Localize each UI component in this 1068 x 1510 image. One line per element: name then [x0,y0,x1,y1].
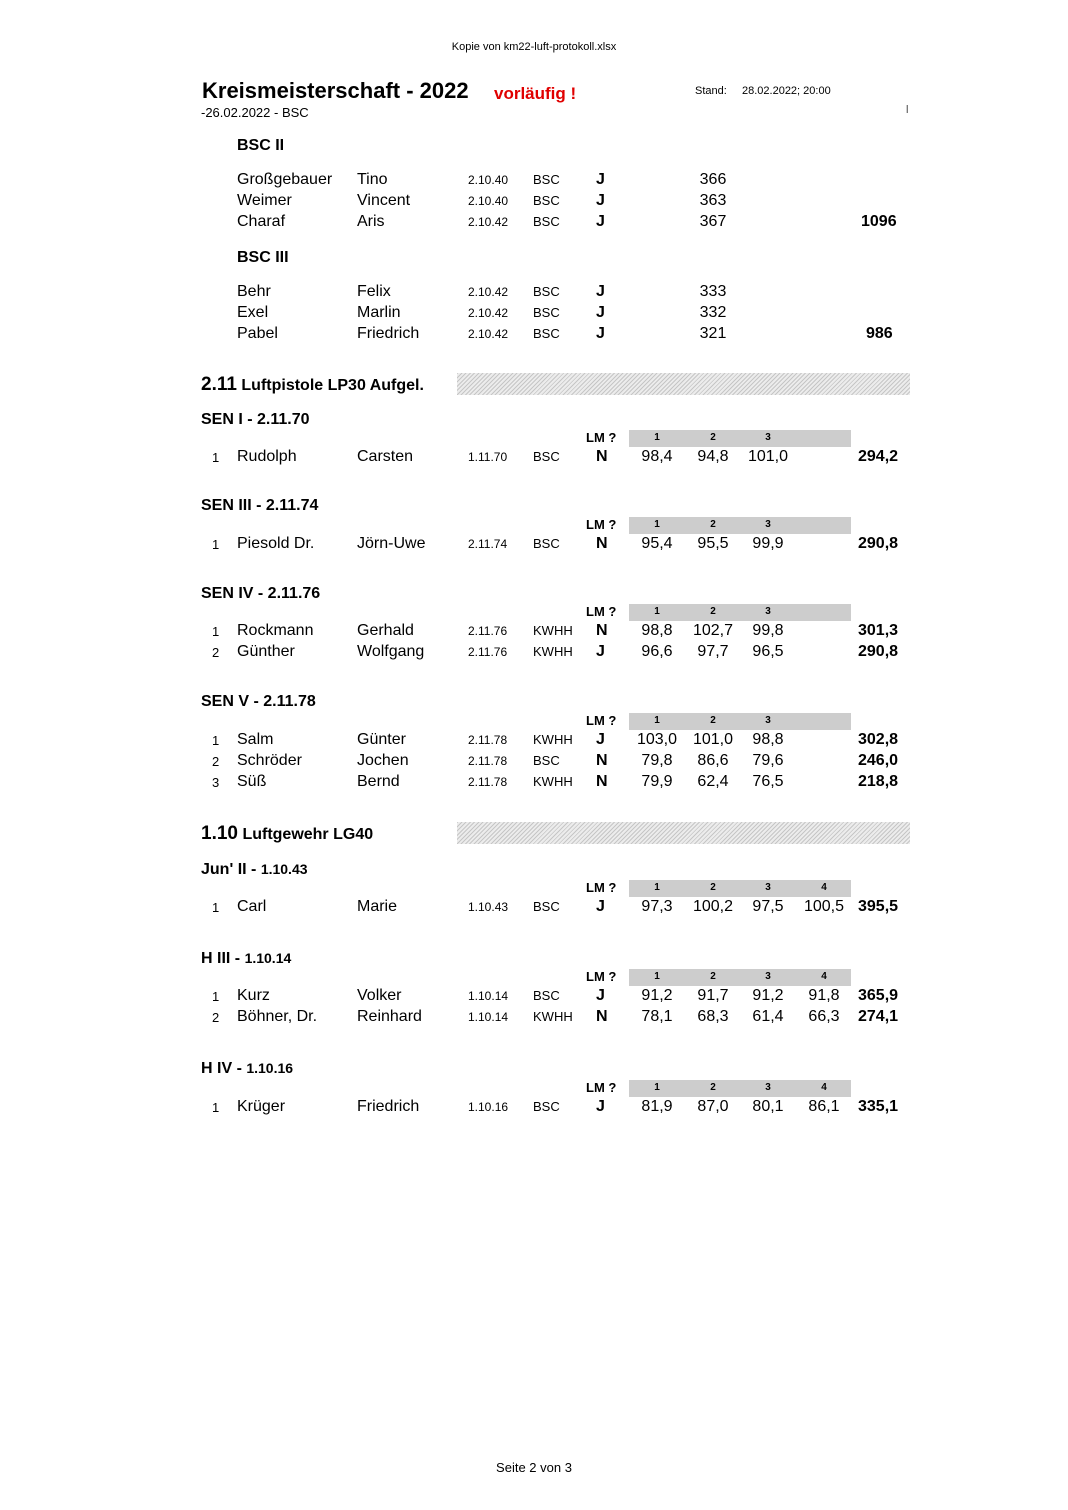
last-name: Schröder [237,752,302,769]
result-row [0,535,1068,556]
section-hatch-bar [457,373,910,395]
class-code: 2.11.78 [468,775,508,789]
last-name: Piesold Dr. [237,535,315,552]
series-number: 1 [654,882,660,893]
class-code: 2.10.40 [468,194,509,208]
team-member-row [0,192,1068,213]
class-heading: SEN III - 2.11.74 [201,497,319,514]
last-name: Carl [237,898,267,915]
series-score: 102,7 [692,622,734,639]
lm-label: LM ? [586,1080,617,1095]
lm-label: LM ? [586,713,617,728]
page-footer: Seite 2 von 3 [496,1460,572,1475]
class-code: 2.10.42 [468,285,509,299]
series-score: 79,8 [641,752,673,769]
last-name: Weimer [237,192,292,209]
lm-flag: J [596,987,605,1004]
result-row [0,773,1068,794]
series-header-bar [629,1080,851,1097]
series-header [0,517,1068,534]
series-number: 4 [821,882,827,893]
lm-label: LM ? [586,880,617,895]
first-name: Tino [357,171,388,188]
last-name: Salm [237,731,274,748]
series-header [0,430,1068,447]
class-title: H IV - [201,1060,247,1077]
series-score: 101,0 [747,448,789,465]
lm-flag: N [596,448,608,465]
team-member-row [0,325,1068,346]
club: BSC [533,1099,560,1114]
last-name: Charaf [237,213,286,230]
series-score: 86,6 [697,752,729,769]
last-name: Rudolph [237,448,297,465]
series-number: 3 [765,882,771,893]
lm-flag: N [596,752,608,769]
club: BSC [533,326,560,341]
club: KWHH [533,732,573,747]
class-title: H III - [201,950,245,967]
first-name: Felix [357,283,391,300]
rank: 2 [212,754,220,769]
section-number: 1.10 [201,823,238,844]
team-total: 986 [866,325,893,342]
result-row [0,1098,1068,1119]
series-score: 100,2 [692,898,734,915]
series-score: 97,3 [641,898,673,915]
section-hatch-bar [457,822,910,844]
series-number: 2 [710,1082,716,1093]
series-number: 1 [654,432,660,443]
result-row [0,622,1068,643]
result-row [0,731,1068,752]
team-member-row [0,171,1068,192]
class-code: 2.10.42 [468,327,509,341]
series-score: 79,6 [752,752,784,769]
total-score: 246,0 [858,752,899,769]
last-name: Böhner, Dr. [237,1008,318,1025]
club: BSC [533,753,560,768]
class-heading [201,950,291,968]
series-number: 3 [765,432,771,443]
rank: 3 [212,775,220,790]
series-number: 4 [821,1082,827,1093]
class-code: 2.11.74 [468,537,508,551]
rank: 1 [212,989,220,1004]
series-number: 2 [710,882,716,893]
last-name: Süß [237,773,267,790]
total-score: 218,8 [858,773,899,790]
series-score: 98,8 [752,731,784,748]
member-score: 321 [699,325,727,342]
series-score: 96,5 [752,643,784,660]
stray-mark: l [906,104,909,116]
total-score: 395,5 [858,898,899,915]
series-score: 87,0 [697,1098,729,1115]
series-score: 101,0 [692,731,734,748]
document-filename: Kopie von km22-luft-protokoll.xlsx [451,41,617,53]
series-score: 91,2 [641,987,673,1004]
lm-flag: J [596,898,605,915]
series-score: 66,3 [808,1008,840,1025]
first-name: Reinhard [357,1008,422,1025]
club: KWHH [533,623,573,638]
last-name: Exel [237,304,269,321]
club: BSC [533,449,560,464]
class-code: 1.10.14 [468,989,509,1003]
series-number: 1 [654,1082,660,1093]
member-score: 366 [699,171,727,188]
stand-timestamp: 28.02.2022; 20:00 [742,85,831,97]
club: BSC [533,214,560,229]
series-score: 103,0 [636,731,678,748]
member-score: 367 [699,213,727,230]
first-name: Bernd [357,773,400,790]
class-title: Jun' II - [201,861,261,878]
series-number: 1 [654,971,660,982]
last-name: Großgebauer [237,171,333,188]
rank: 2 [212,645,220,660]
team-member-row [0,213,1068,234]
section-heading [201,374,424,396]
series-header-bar [629,969,851,986]
series-number: 1 [654,715,660,726]
rank: 2 [212,1010,220,1025]
lm-flag: J [596,283,605,300]
total-score: 294,2 [858,448,899,465]
series-score: 97,5 [752,898,784,915]
section-name: Luftpistole LP30 Aufgel. [241,377,424,394]
lm-label: LM ? [586,969,617,984]
class-code: 1.11.70 [468,450,508,464]
result-row [0,448,1068,469]
member-score: 333 [699,283,727,300]
first-name: Aris [357,213,385,230]
class-code: 2.10.40 [468,173,509,187]
class-code: 1.10.43 [468,900,509,914]
result-row [0,987,1068,1008]
team-heading: BSC II [237,137,285,154]
rank: 1 [212,450,220,465]
series-number: 2 [710,606,716,617]
class-code: 2.11.76 [468,645,508,659]
series-number: 3 [765,715,771,726]
club: BSC [533,172,560,187]
last-name: Günther [237,643,295,660]
club: KWHH [533,644,573,659]
lm-label: LM ? [586,604,617,619]
series-score: 80,1 [752,1098,784,1115]
series-score: 79,9 [641,773,673,790]
first-name: Gerhald [357,622,414,639]
series-score: 98,8 [641,622,673,639]
team-heading: BSC III [237,249,289,266]
series-number: 1 [654,606,660,617]
series-header [0,1080,1068,1097]
stand-label: Stand: [695,85,727,97]
series-number: 2 [710,971,716,982]
section-heading [201,823,373,845]
series-score: 96,6 [641,643,673,660]
lm-flag: J [596,1098,605,1115]
class-code: 2.11.76 [468,624,508,638]
lm-flag: J [596,213,605,230]
series-score: 99,8 [752,622,784,639]
rank: 1 [212,537,220,552]
series-header [0,604,1068,621]
first-name: Marlin [357,304,401,321]
last-name: Kurz [237,987,270,1004]
result-row [0,752,1068,773]
first-name: Marie [357,898,398,915]
series-number: 1 [654,519,660,530]
series-score: 61,4 [752,1008,784,1025]
class-title-code: 1.10.43 [260,861,308,877]
first-name: Wolfgang [357,643,425,660]
class-heading [201,861,308,879]
club: KWHH [533,1009,573,1024]
total-score: 365,9 [858,987,899,1004]
result-row [0,643,1068,664]
club: KWHH [533,774,573,789]
lm-flag: N [596,1008,608,1025]
last-name: Krüger [237,1098,286,1115]
team-total: 1096 [861,213,897,230]
team-member-row [0,304,1068,325]
first-name: Friedrich [357,1098,420,1115]
lm-flag: J [596,192,605,209]
total-score: 290,8 [858,643,899,660]
last-name: Pabel [237,325,278,342]
lm-flag: N [596,535,608,552]
series-number: 3 [765,1082,771,1093]
club: BSC [533,193,560,208]
club: BSC [533,284,560,299]
class-code: 2.10.42 [468,215,509,229]
class-heading: SEN IV - 2.11.76 [201,585,321,602]
class-code: 1.10.16 [468,1100,509,1114]
club: BSC [533,536,560,551]
series-score: 97,7 [697,643,729,660]
first-name: Carsten [357,448,414,465]
total-score: 302,8 [858,731,899,748]
class-heading: SEN I - 2.11.70 [201,411,310,428]
class-title-code: 1.10.14 [244,950,292,966]
lm-flag: J [596,304,605,321]
series-score: 86,1 [808,1098,840,1115]
series-number: 3 [765,519,771,530]
result-row [0,1008,1068,1029]
series-number: 3 [765,606,771,617]
section-number: 2.11 [201,374,237,395]
series-score: 76,5 [752,773,784,790]
member-score: 363 [699,192,727,209]
class-heading [201,1060,293,1078]
status-badge: vorläufig ! [494,84,577,103]
series-score: 95,4 [641,535,673,552]
rank: 1 [212,1100,220,1115]
series-score: 62,4 [697,773,729,790]
class-title-code: 1.10.16 [246,1060,294,1076]
series-header-bar [629,604,851,621]
series-score: 98,4 [641,448,673,465]
series-score: 99,9 [752,535,784,552]
series-number: 3 [765,971,771,982]
last-name: Rockmann [237,622,314,639]
series-header-bar [629,517,851,534]
page-title: Kreismeisterschaft - 2022 [202,78,469,103]
class-code: 1.10.14 [468,1010,509,1024]
first-name: Volker [357,987,402,1004]
class-heading: SEN V - 2.11.78 [201,693,316,710]
series-number: 2 [710,519,716,530]
series-header-bar [629,880,851,897]
series-header-bar [629,430,851,447]
member-score: 332 [699,304,727,321]
club: BSC [533,899,560,914]
club: BSC [533,305,560,320]
series-header [0,713,1068,730]
result-row [0,898,1068,919]
series-score: 100,5 [803,898,845,915]
first-name: Friedrich [357,325,420,342]
series-score: 91,7 [697,987,729,1004]
lm-label: LM ? [586,430,617,445]
lm-label: LM ? [586,517,617,532]
series-score: 78,1 [641,1008,673,1025]
rank: 1 [212,733,220,748]
total-score: 290,8 [858,535,899,552]
series-score: 81,9 [641,1098,673,1115]
last-name: Behr [237,283,271,300]
series-header [0,880,1068,897]
series-header [0,969,1068,986]
total-score: 301,3 [858,622,899,639]
lm-flag: J [596,643,605,660]
club: BSC [533,988,560,1003]
lm-flag: N [596,622,608,639]
series-score: 94,8 [697,448,729,465]
first-name: Jörn-Uwe [357,535,426,552]
series-score: 91,8 [808,987,840,1004]
series-score: 95,5 [697,535,729,552]
lm-flag: J [596,325,605,342]
first-name: Jochen [357,752,409,769]
series-number: 4 [821,971,827,982]
lm-flag: N [596,773,608,790]
rank: 1 [212,624,220,639]
series-header-bar [629,713,851,730]
team-member-row [0,283,1068,304]
total-score: 274,1 [858,1008,899,1025]
series-score: 91,2 [752,987,784,1004]
first-name: Günter [357,731,406,748]
class-code: 2.11.78 [468,754,508,768]
lm-flag: J [596,171,605,188]
series-score: 68,3 [697,1008,729,1025]
series-number: 2 [710,432,716,443]
section-name: Luftgewehr LG40 [242,826,374,843]
page-subtitle: -26.02.2022 - BSC [201,105,309,120]
class-code: 2.11.78 [468,733,508,747]
rank: 1 [212,900,220,915]
series-number: 2 [710,715,716,726]
first-name: Vincent [357,192,411,209]
lm-flag: J [596,731,605,748]
total-score: 335,1 [858,1098,899,1115]
class-code: 2.10.42 [468,306,509,320]
